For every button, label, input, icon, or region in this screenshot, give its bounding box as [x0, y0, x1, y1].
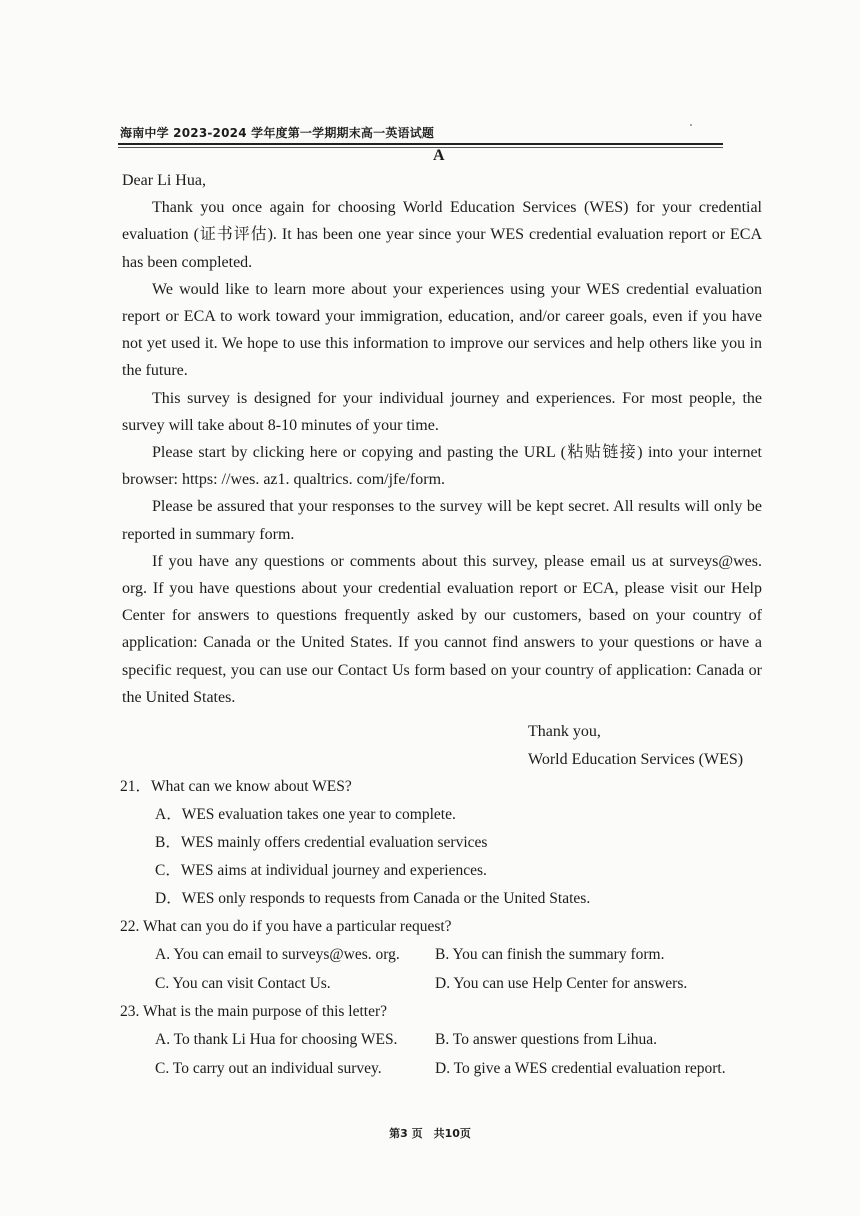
answer-option: C．WES aims at individual journey and experiences. [155, 862, 487, 879]
answer-option-row [120, 970, 770, 999]
letter-paragraph: Please be assured that your responses to the survey will be kept secret. All results will only be reported in summary form. [122, 498, 762, 543]
answer-option: C. To carry out an individual survey. [155, 1059, 382, 1077]
answer-option: C. You can visit Contact Us. [155, 974, 331, 992]
page-number: 第3 页 共10页 [389, 1127, 471, 1140]
header-rule-thin [118, 147, 723, 148]
scan-speck [690, 124, 692, 126]
question-stem: 23. What is the main purpose of this letter? [120, 1003, 388, 1020]
letter-body [122, 167, 762, 711]
question-stem: 21．What can we know about WES? [120, 778, 352, 795]
answer-option-row [120, 1055, 770, 1084]
letter-paragraph: This survey is designed for your individual journey and experiences. For most people, the survey will take about 8-10 minutes of your time. [122, 389, 762, 434]
answer-option: B．WES mainly offers credential evaluation services [155, 834, 488, 851]
letter-signature: World Education Services (WES) [528, 751, 744, 768]
letter-closing: Thank you, [528, 723, 601, 740]
answer-option: B. You can finish the summary form. [435, 946, 665, 963]
letter-signoff [528, 718, 743, 774]
letter-paragraph: We would like to learn more about your experiences using your WES credential evaluation report or ECA to work toward your immigration, education, and/or career goals, even if you have not yet used it. We hope to use this information to improve our services and help others like you in the future. [122, 280, 762, 380]
questions-section [120, 773, 770, 1083]
question-stem: 22. What can you do if you have a particular request? [120, 918, 452, 935]
answer-option: A. You can email to surveys@wes. org. [155, 946, 400, 963]
exam-header-title: 海南中学 2023-2024 学年度第一学期期末高一英语试题 [120, 126, 435, 140]
letter-paragraph: Please start by clicking here or copying and pasting the URL (粘贴链接) into your internet browser: https: //wes. az1. qualtrics. com/jfe/form. [122, 444, 762, 489]
answer-option: D．WES only responds to requests from Canada or the United States. [155, 890, 591, 907]
answer-option: D. To give a WES credential evaluation report. [435, 1059, 726, 1077]
letter-salutation: Dear Li Hua, [122, 172, 206, 189]
letter-paragraph: Thank you once again for choosing World Education Services (WES) for your credential evaluation (证书评估). It has been one year since your WES credential evaluation report or ECA has been completed. [122, 199, 762, 271]
answer-option-row [120, 941, 770, 970]
answer-option: A．WES evaluation takes one year to complete. [155, 806, 456, 823]
section-label: A [433, 147, 445, 164]
answer-option: D. You can use Help Center for answers. [435, 974, 688, 992]
answer-option: A. To thank Li Hua for choosing WES. [155, 1031, 398, 1048]
header-rule [118, 143, 723, 145]
answer-option: B. To answer questions from Lihua. [435, 1031, 658, 1048]
answer-option-row [120, 1026, 770, 1055]
letter-paragraph: If you have any questions or comments about this survey, please email us at surveys@wes. org. If you have questions about your credential evaluation report or ECA, please visit our Help Center for answers to questions frequently asked by our customers, based on your country of application: Canada or the United States. If you cannot find answers to your questions or have a specific request, you can use our Contact Us form based on your country of application: Canada or the United States. [122, 552, 762, 706]
